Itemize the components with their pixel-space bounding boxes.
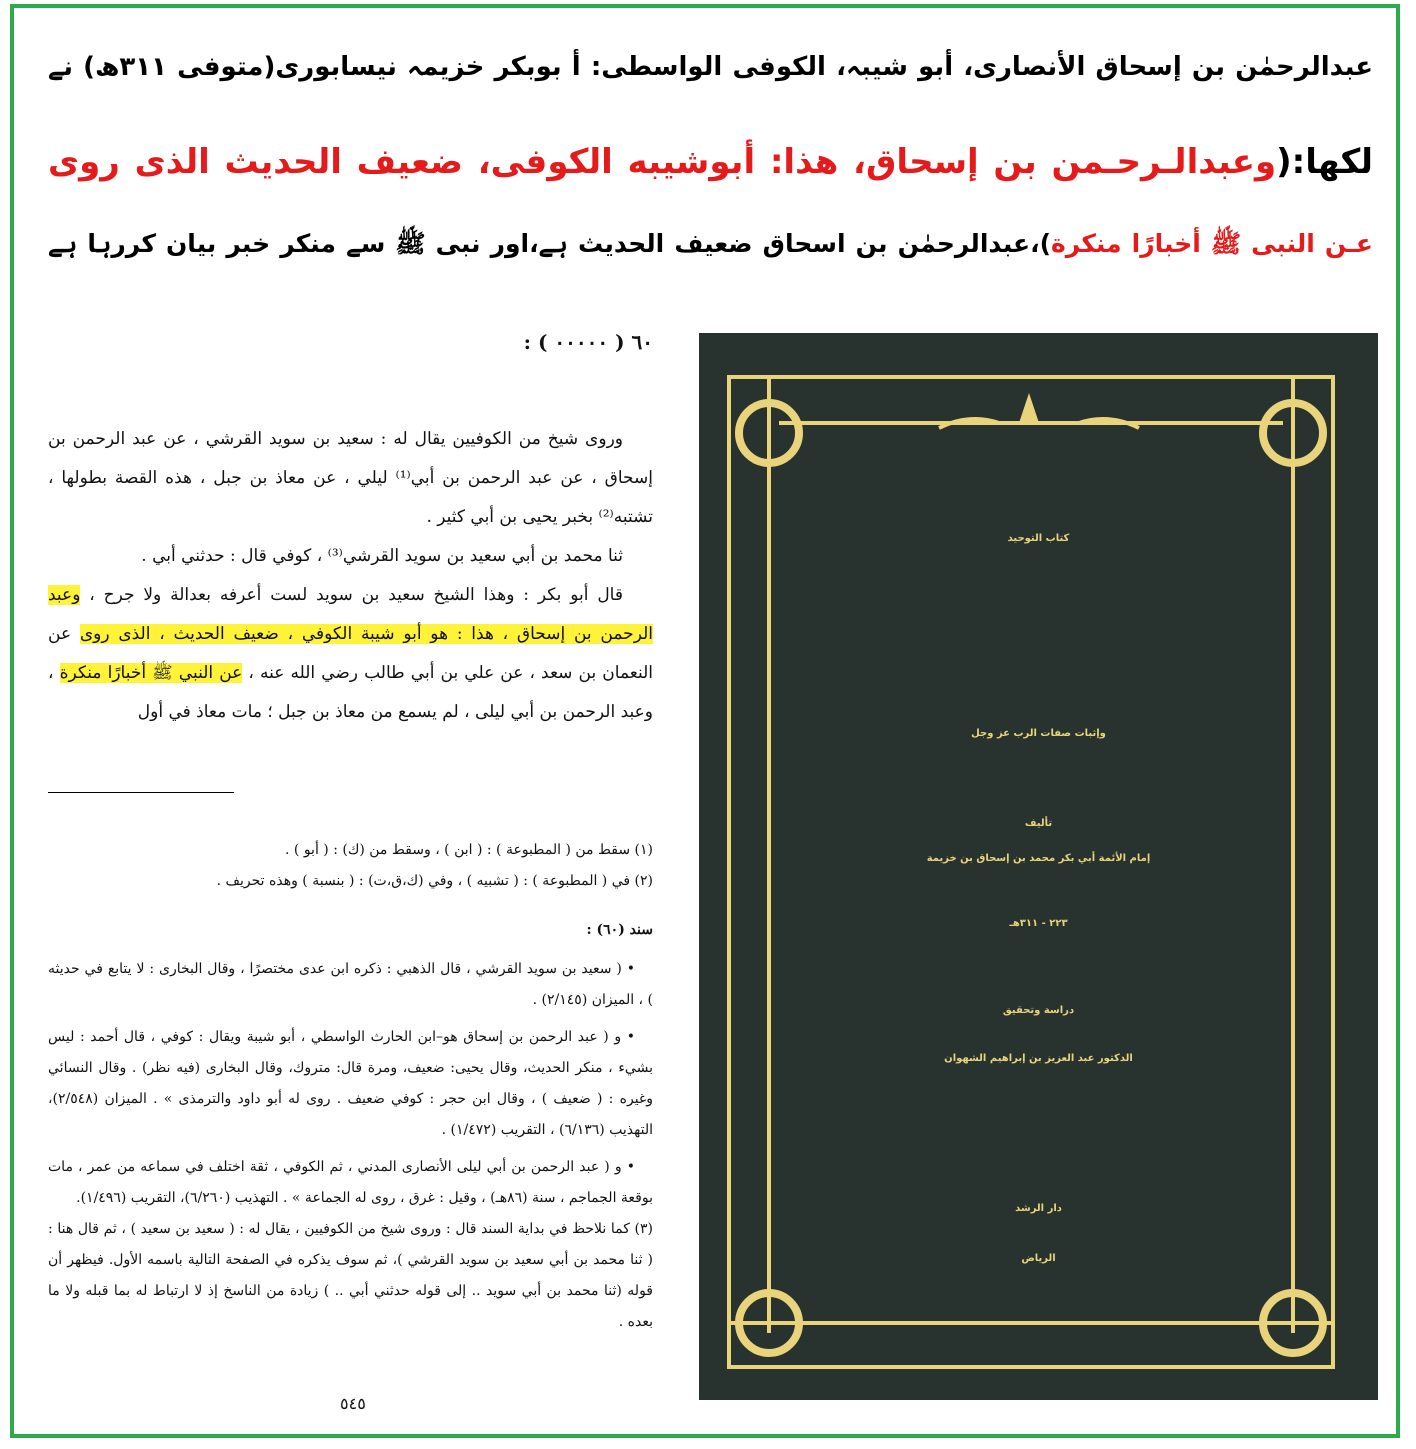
narrator-note: • ( سعيد بن سويد القرشي ، قال الذهبي : ذكره ابن عدى مختصرًا ، وقال البخارى : لا يتابع في حديثه ) ، الميزان (٢/١٤٥) .: [48, 961, 653, 1008]
text: ، وعبد الرحمن بن أبي ليلى ، لم يسمع من معاذ بن جبل ؛ مات معاذ في أول: [48, 663, 653, 722]
footnote-divider: [48, 792, 234, 793]
highlight: عن النبي ﷺ أخبارًا منكرة: [59, 663, 243, 683]
cover-subtitle: وإثبات صفات الرب عز وجل: [971, 728, 1106, 739]
book-cover: [699, 333, 1378, 1400]
cover-editor: الدكتور عبد العزيز بن إبراهيم الشهوان: [944, 1053, 1133, 1064]
cover-author: إمام الأئمة أبي بكر محمد بن إسحاق بن خزيمة: [926, 853, 1151, 864]
cover-city: الرياض: [1021, 1253, 1056, 1264]
paragraph: وروى شيخ من الكوفيين يقال له : سعيد بن سويد القرشي ، عن عبد الرحمن بن إسحاق ، عن عبد الرحمن بن أبي⁽¹⁾ ليلي ، عن معاذ بن جبل ، هذه القصة بطولها ، تشتبه⁽²⁾ بخبر يحيى بن أبي كثير .: [48, 429, 653, 527]
cover-editor-label: دراسة وتحقيق: [1002, 1005, 1075, 1016]
narrator-note: • و ( عبد الرحمن بن إسحاق هو–ابن الحارث الواسطي ، أبو شيبة ويقال : كوفي ، قال أحمد : ليس بشيء ، منكر الحديث، وقال يحيى: ضعيف، ومرة قال: متروك، وقال البخارى (فيه نظر) . وقال النسائي وغيره : ( ضعيف ) ، وقال ابن حجر : كوفي ضعيف . روى له أبو داود والترمذى » . الميزان (٢/٥٤٨)، التهذيب (٦/١٣٦) ، التقريب (١/٤٧٢) .: [48, 1029, 653, 1138]
footnote-1: (١) سقط من ( المطبوعة ) : ( ابن ) ، وسقط من (ك) : ( أبو ) .: [285, 842, 653, 858]
paragraph: ثنا محمد بن أبي سعيد بن سويد القرشي⁽³⁾ ، كوفي قال : حدثني أبي .: [141, 546, 623, 566]
header-line-3: [48, 228, 1373, 265]
text: عن النعمان بن سعد ، عن علي بن أبي طالب رضي الله عنه ،: [48, 624, 654, 683]
header-text: عبدالرحمٰن بن إسحاق الأنصاری، أبو شیبہ، الکوفی الواسطی: أ بوبکر خزیمہ نیسابوری(متوفی ۳۱۱ھ) نے: [48, 52, 1374, 82]
header-line-1: [48, 52, 1373, 82]
page-number: ٥٤٥: [340, 1394, 366, 1413]
header-line-2: [48, 142, 1373, 182]
cover-by-label: تأليف: [1024, 818, 1053, 829]
cover-publisher: دار الرشد: [1015, 1203, 1062, 1214]
ornamental-border: [699, 333, 1378, 1400]
header-text: لکھا:(: [1276, 142, 1373, 182]
highlight: وعبد الرحمن بن إسحاق ، هذا : هو أبو شيبة الكوفي ، ضعيف الحديث ، الذى روى: [48, 585, 653, 644]
paragraph-highlighted: [48, 576, 653, 732]
narrator-note: • و ( عبد الرحمن بن أبي ليلى الأنصارى المدني ، ثم الكوفي ، ثقة اختلف في سماعه من عمر ، مات بوقعة الجماجم ، سنة (٨٦هـ) ، وقيل : غرق ، روى له الجماعة » . التهذيب (٦/٢٦٠)، التقريب (١/٤٩٦).: [48, 1159, 653, 1206]
hadith-number: ٦٠ ( ٠٠٠٠٠ ) :: [523, 330, 653, 354]
header-quote-red: وعبدالـرحـمن بن إسحاق، هذا: أبوشيبه الكوفى، ضعيف الحديث الذى روى: [48, 142, 1277, 182]
cover-title: كتاب التوحيد: [1007, 533, 1070, 544]
footnote-2: (٢) في ( المطبوعة ) : ( تشبيه ) ، وفي (ك،ق،ت) : ( بنسبة ) وهذه تحريف .: [216, 873, 653, 889]
cover-years: ٢٢٣ - ٣١١هـ: [1009, 918, 1068, 929]
header-text: )،عبدالرحمٰن بن اسحاق ضعیف الحدیث ہے،اور نبی ﷺ سے منکر خبر بیان کررہا ہے: [48, 229, 1052, 258]
header-quote-red: عـن النبى ﷺ أخبارًا منكرة: [1051, 229, 1374, 258]
text: قال أبو بكر : وهذا الشيخ سعيد بن سويد لست أعرفه بعدالة ولا جرح ،: [80, 585, 623, 605]
sanad-heading: سند (٦٠) :: [586, 922, 653, 938]
footnote-3: (٣) كما نلاحظ في بداية السند قال : وروى شيخ من الكوفيين ، يقال له : ( سعيد بن سعيد ) ، ثم قال هنا : ( ثنا محمد بن أبي سعيد بن سويد القرشي )، ثم سوف يذكره في الصفحة التالية باسمه الأول. فيظهر أن قوله (ثنا محمد بن أبي سويد .. إلى قوله حدثني أبي .. ) زيادة من الناسخ إذ لا ارتباط له بما قبله ولا ما بعده .: [48, 1221, 653, 1330]
